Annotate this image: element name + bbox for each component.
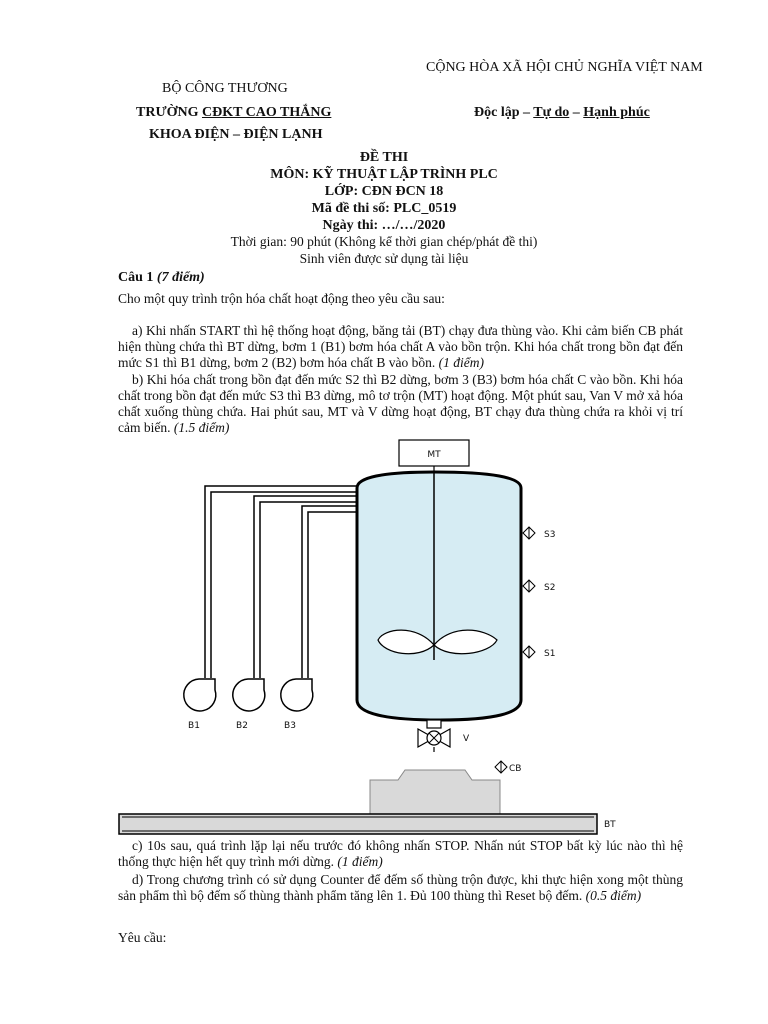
ministry-name: BỘ CÔNG THƯƠNG	[162, 81, 288, 96]
part-c-text: c) 10s sau, quá trình lặp lại nếu trước đó không nhấn STOP. Nhấn nút STOP bất kỳ lúc nào thì hệ thống thực hiện hết quy trình mới dừng.	[118, 838, 683, 869]
part-d-text: d) Trong chương trình có sử dụng Counter để đếm số thùng trộn được, khi thực hiện xong một thùng sản phẩm thì bộ đếm số thùng thành phẩm tăng lên 1. Đủ 100 thùng thì Reset bộ đếm.	[118, 872, 683, 903]
motto-freedom: Tự do	[533, 105, 570, 120]
part-b-points: (1.5 điểm)	[173, 420, 230, 435]
motto-separator-1: –	[519, 105, 534, 120]
level-sensor-s3-icon	[523, 527, 535, 539]
mixing-tank	[357, 472, 521, 720]
pump-b1-label: B1	[188, 721, 200, 731]
tank-outlet	[427, 720, 441, 728]
exam-duration: Thời gian: 90 phút (Không kể thời gian chép/phát đề thi)	[230, 234, 538, 249]
level-sensor-s2-icon	[523, 580, 535, 592]
school-name-text: CĐKT CAO THẮNG	[201, 105, 332, 120]
level-sensor-s2-label: S2	[544, 583, 556, 593]
exam-code: Mã đề thi số: PLC_0519	[311, 201, 457, 216]
level-sensor-s1-label: S1	[544, 649, 556, 659]
pump-b2-icon	[233, 679, 265, 711]
question-intro: Cho một quy trình trộn hóa chất hoạt động theo yêu cầu sau:	[118, 291, 445, 306]
drain-valve-label: V	[463, 734, 470, 744]
level-sensor-s3-label: S3	[544, 530, 556, 540]
mixer-motor-label: MT	[427, 450, 441, 460]
drain-valve-icon	[418, 729, 450, 747]
part-a-points: (1 điểm)	[438, 355, 484, 370]
exam-subject: MÔN: KỸ THUẬT LẬP TRÌNH PLC	[270, 167, 498, 182]
republic-title: CỘNG HÒA XÃ HỘI CHỦ NGHĨA VIỆT NAM	[426, 60, 703, 75]
exam-date: Ngày thi: …/…/2020	[322, 218, 446, 233]
part-d	[118, 872, 683, 904]
pump-b1-icon	[184, 679, 216, 711]
part-a-text: a) Khi nhấn START thì hệ thống hoạt động, băng tải (BT) chạy đưa thùng vào. Khi cảm biến CB phát hiện thùng chứa thì BT dừng, bơm 1 (B1) bơm hóa chất A vào bồn trộn. Khi hóa chất trong bồn đạt đến mức S1 thì B1 dừng, bơm 2 (B2) bơm hóa chất B vào bồn.	[118, 323, 683, 370]
question-label: Câu 1	[118, 270, 157, 285]
conveyor-label: BT	[604, 820, 616, 830]
exam-materials-note: Sinh viên được sử dụng tài liệu	[299, 251, 469, 266]
level-sensor-s1-icon	[523, 646, 535, 658]
requirement-heading: Yêu cầu:	[118, 930, 167, 945]
product-container	[370, 770, 500, 814]
exam-title: ĐỀ THI	[359, 150, 409, 165]
motto-happiness: Hạnh phúc	[583, 105, 650, 120]
pump-b3-icon	[281, 679, 313, 711]
motto-independence: Độc lập	[474, 105, 520, 120]
part-c-points: (1 điểm)	[337, 854, 383, 869]
faculty-name: KHOA ĐIỆN – ĐIỆN LẠNH	[149, 127, 323, 142]
part-d-points: (0.5 điểm)	[585, 888, 642, 903]
container-sensor-cb-icon	[495, 761, 507, 773]
motto-separator-2: –	[569, 105, 584, 120]
pump-pipes	[205, 486, 357, 678]
exam-class: LỚP: CĐN ĐCN 18	[324, 184, 444, 199]
container-sensor-cb-label: CB	[509, 764, 522, 774]
school-prefix: TRƯỜNG	[136, 105, 202, 120]
pump-b2-label: B2	[236, 721, 248, 731]
part-c	[118, 838, 683, 870]
part-b-text: b) Khi hóa chất trong bồn đạt đến mức S2 thì B2 dừng, bơm 3 (B3) bơm hóa chất C vào bồn. Khi hóa chất trong bồn đạt đến mức S3 thì B3 dừng, mô tơ trộn (MT) hoạt động. Một phút sau, Van V mở xả hóa chất xuống thùng chứa. Hai phút sau, MT và V dừng hoạt động, BT chạy đưa thùng chứa ra khỏi vị trí cảm biến.	[118, 372, 683, 435]
question-points: (7 điểm)	[156, 270, 205, 285]
pump-b3-label: B3	[284, 721, 296, 731]
